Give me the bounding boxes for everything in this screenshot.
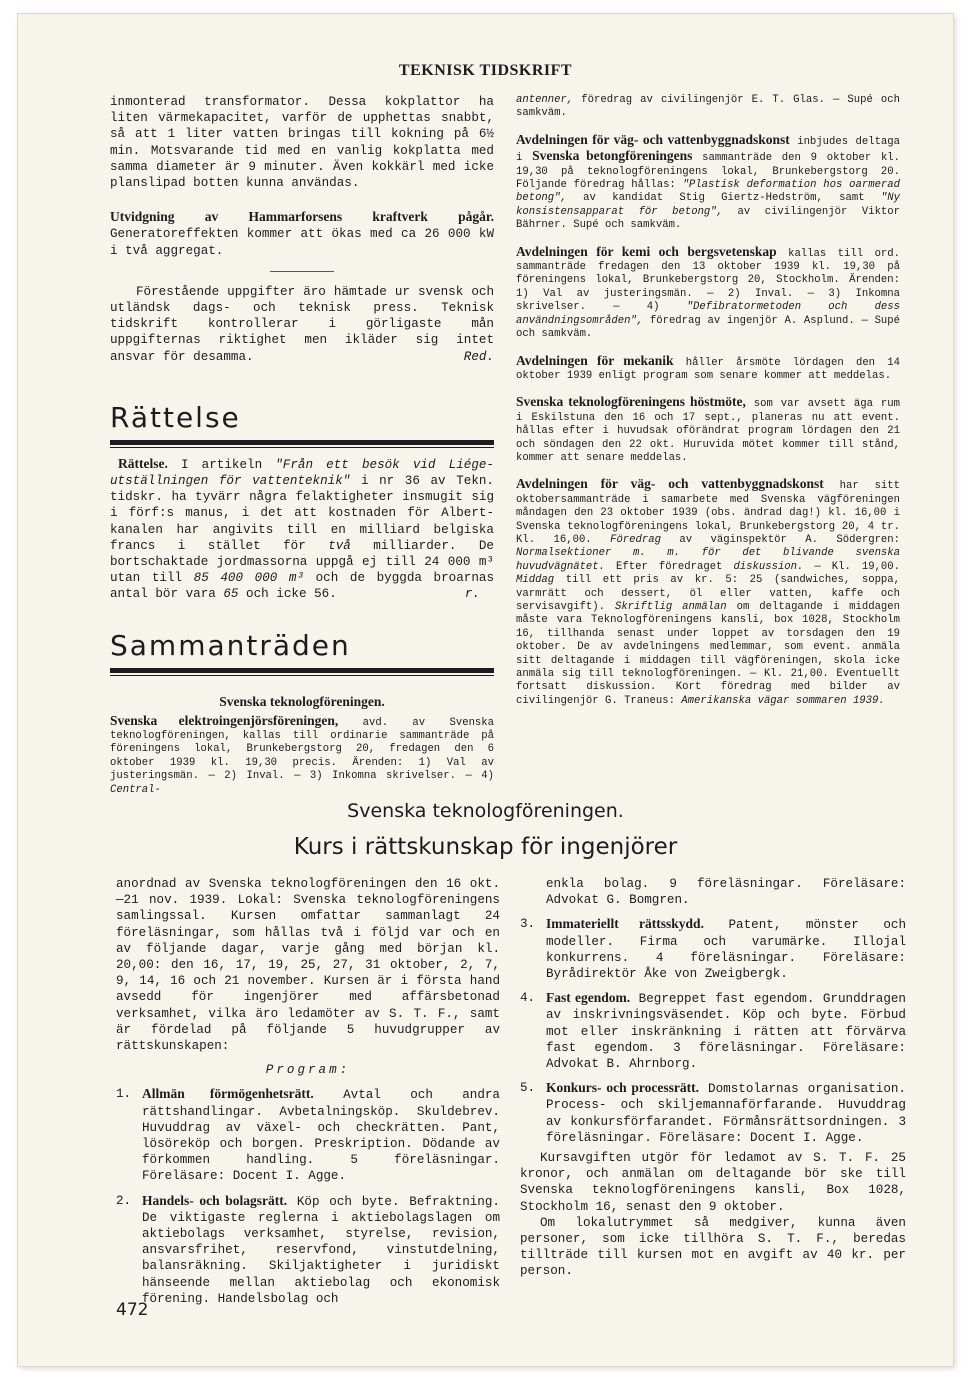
- elektro-lead: Svenska elektroingenjörsföreningen,: [110, 712, 339, 728]
- rattelse-title: Rättelse: [110, 400, 241, 434]
- kurs-fee: Kursavgiften utgör för ledamot av S. T. F. 25 kronor, och anmälan om deltagande bör ske till Svenska teknologföreningens kansli, Box 1028, Stockholm 16, senast den 9 oktober.: [520, 1151, 906, 1214]
- kurs-outsiders: Om lokalutrymmet så medgiver, kunna även personer, som icke tillhöra S. T. F., beredas tillträde till kursen mot en avgift av 40 kr. per person.: [520, 1215, 906, 1279]
- rattelse-text-b: i nr 36 av Tekn. tidskr. ha tyvärr några felaktigheter insmugit sig i förf:s manus, i det att kostnaden för Albert-kanalen har angivits till en milliard belgiska francs i stället för: [110, 474, 494, 553]
- kemi-lead: Avdelningen för kemi och bergsvetenskap: [516, 243, 777, 259]
- program-item-number: 4.: [520, 991, 536, 1006]
- program-item-lead: Immateriellt rättsskydd.: [546, 916, 704, 932]
- rattelse-text-d: och de byggda broarnas antal bör vara: [110, 571, 495, 602]
- rattelse-rule: [110, 440, 494, 445]
- kurs-left-column: [116, 876, 500, 1307]
- mekanik-lead: Avdelningen för mekanik: [516, 352, 674, 368]
- rattelse-article-title: "Från ett besök vid Liége-utställningen för vattenteknik": [110, 457, 494, 489]
- program-item-2-cont: [520, 876, 906, 908]
- hostmote-paragraph: [516, 395, 900, 465]
- program-item-1: [116, 1086, 500, 1184]
- kurs-heading-org: Svenska teknologföreningen.: [347, 800, 624, 822]
- program-item-2: [116, 1193, 500, 1307]
- vag-oktober-italic-6: Amerikanska vägar sommaren 1939.: [681, 694, 885, 707]
- program-item-number: [520, 876, 546, 908]
- program-item-body: Domstolarnas organisation. Process- och skiljemannaförfarande. Huvuddrag av konkursförfarandet. Förmånsrättsordningen. 3 föreläsningar. Föreläsare: Docent I. Agge.: [546, 1082, 906, 1145]
- vag-oktober-lead: Avdelningen för väg- och vattenbyggnadskonst: [516, 476, 824, 492]
- hammarforsen-lead: Utvidgning av Hammarforsens kraftverk pågår.: [110, 209, 494, 225]
- vag-oktober-italic-4: Middag: [516, 574, 555, 587]
- program-item-lead: Allmän förmögenhetsrätt.: [142, 1086, 314, 1102]
- kemi-text-a: kallas till ord. sammanträde fredagen den 13 oktober 1939 kl. 19,30 på föreningens lokal, Brunkebergstorg 20, Stockholm. Ärenden: 1) Val av justeringsmän. — 2) Inval. — 3) Inkomna skrivelser. — 4): [516, 247, 900, 314]
- antenner-text: föredrag av civilingenjör E. T. Glas. — Supé och samkväm.: [516, 94, 900, 120]
- hostmote-lead: Svenska teknologföreningens höstmöte,: [516, 394, 746, 410]
- right-column: [516, 94, 900, 708]
- program-item-number: 1.: [116, 1087, 132, 1102]
- vag-oktober-text-d: — Kl. 19,00.: [803, 560, 900, 573]
- program-item-number: 3.: [520, 917, 536, 932]
- antenner-paragraph: [516, 94, 900, 121]
- source-note-signature: Red.: [463, 349, 494, 364]
- program-item-number: 5.: [520, 1081, 536, 1096]
- journal-header: TEKNISK TIDSKRIFT: [398, 62, 573, 79]
- program-item-body: Begreppet fast egendom. Grunddragen av inskrivningsväsendet. Köp och byte. Förbud mot eller inskränkning i rätten att förvärva fast egendom. 3 föreläsningar. Föreläsare: Advokat B. Ahrnborg.: [546, 992, 906, 1072]
- betong-lead: Svenska betongföreningens: [532, 148, 693, 164]
- hammarforsen-paragraph: [110, 209, 494, 259]
- divider: [270, 271, 334, 272]
- vag-betong-italic-2: "Ny konsistensapparat för betong",: [516, 192, 900, 218]
- kemi-paragraph: [516, 245, 900, 342]
- program-item-text: [546, 1080, 906, 1146]
- kemi-text-b: föredrag av ingenjör A. Asplund. — Supé och samkväm.: [516, 314, 900, 341]
- vag-oktober-text-a: har sitt oktobersammanträde i samarbete med Svenska vägföreningen måndagen den 23 oktober 1939 (obs. ändrad dag!) kl. 16,00 i Svenska teknologföreningens lokal, Brunkebergstorg 20, 4 tr. Kl. 16,00.: [516, 480, 900, 546]
- kurs-intro: anordnad av Svenska teknologföreningen den 16 okt.—21 nov. 1939. Lokal: Svenska teknologföreningens samlingssal. Kursen omfattar sammanlagt 24 föreläsningar, som hållas två i följd var och en av följande dagar, varje gång med början kl. 20,00: den 16, 17, 19, 25, 27, 31 oktober, 2, 7, 9, 14, 16 och 21 november. Kursen är i första hand avsedd för ingenjörer med affärsbetonad verksamhet, vilka äro ledamöter av S. T. F., samt är fördelad på följande 5 huvudgrupper av rättskunskapen:: [116, 877, 500, 1054]
- program-label: Program:: [265, 1063, 351, 1078]
- sammantraden-title: Sammanträden: [110, 628, 351, 662]
- vag-oktober-text-b: av väginspektör A. Södergren:: [660, 533, 900, 546]
- rattelse-lead: Rättelse.: [118, 455, 168, 471]
- vag-betong-lead: Avdelningen för väg- och vattenbyggnadskonst: [516, 131, 790, 147]
- vag-oktober-paragraph: [516, 477, 900, 708]
- vag-betong-text-c: av kandidat Stig Giertz-Hedström, samt: [566, 192, 881, 205]
- rattelse-section: [110, 401, 494, 603]
- program-item-4: [520, 990, 906, 1072]
- elektro-text: avd. av Svenska teknologföreningen, kallas till ordinarie sammanträde på föreningens lokal, Brunkebergstorg 20, fredagen den 6 oktober 1939 kl. 19,30 precis. Ärenden: 1) Val av justeringsmän. — 2) Inval. — 3) Inkomna skrivelser. — 4): [110, 716, 494, 783]
- source-note: [110, 284, 494, 365]
- rattelse-text-c: milliarder. De bortschaktade jordmassorna uppgå ej till 24 000 m³ utan till: [110, 538, 494, 586]
- rattelse-italic-count: 65: [223, 587, 239, 602]
- program-item-body: Avtal och andra rättshandlingar. Avbetalningsköp. Skuldebrev. Huvuddrag av växel- och checkrätten. Pant, lösöreköp och borgen. Preskription. Dödande av förkommen handling. 5 föreläsningar. Föreläsare: Docent I. Agge.: [142, 1088, 500, 1184]
- program-item-text: [142, 1193, 500, 1307]
- vag-betong-text-a: inbjudes deltaga i: [516, 135, 900, 165]
- vag-oktober-text-f: om deltagande i middagen måste vara Teknologföreningens kansli, box 1028, Stockholm 16, tillhanda senast under loppet av torsdagen den 19 oktober. De av avdelningens medlemmar, som event. anmäla sitt deltagande i middagen till vägföreningen, skola icke anmäla sig till teknologföreningen. — Kl. 21,00. Eventuellt fortsatt diskussion. Kort föredrag med bilder av civilingenjör G. Traneus:: [516, 601, 901, 707]
- vag-oktober-italic-2: Normalsektioner m. m. för det blivande svenska huvudvägnätet.: [516, 547, 900, 573]
- left-column: [110, 94, 494, 797]
- elektro-italic: Central-: [110, 783, 161, 796]
- kurs-right-column: [520, 876, 906, 1280]
- rattelse-text-a: I artikeln: [180, 457, 276, 472]
- antenner-italic: antenner,: [516, 94, 574, 106]
- mekanik-paragraph: [516, 354, 900, 384]
- kurs-heading-title: Kurs i rättskunskap för ingenjörer: [293, 834, 678, 860]
- sammantraden-subheading: Svenska teknologföreningen.: [219, 693, 385, 709]
- program-item-3: [520, 916, 906, 982]
- sammantraden-rule-thin: [110, 675, 494, 676]
- elektro-paragraph: [110, 714, 494, 797]
- program-item-body: Patent, mönster och modeller. Firma och varumärke. Illojal konkurrens. 4 föreläsningar. Föreläsare: Byrådirektör Åke von Zweigbergk.: [546, 918, 906, 982]
- program-item-5: [520, 1080, 906, 1146]
- program-item-body: Köp och byte. Befraktning. De viktigaste reglerna i aktiebolagslagen om aktiebolags verksamhet, styrelse, revision, ansvarsfrihet, reservfond, vinstutdelning, balansräkning. Skiljaktigheter i juridiskt hänseende mellan aktiebolag och ekonomisk förening. Handelsbolag och: [142, 1194, 500, 1306]
- vag-betong-italic-1: "Plastisk deformation hos oarmerad betong",: [516, 179, 900, 205]
- program-item-lead: Handels- och bolagsrätt.: [142, 1192, 288, 1208]
- vag-betong-text-b: sammanträde den 9 oktober kl. 19,30 på teknologföreningens lokal, Brunkebergstorg 20. Följande föredrag hållas:: [516, 152, 901, 192]
- program-item-text: [546, 916, 906, 982]
- program-item-body: enkla bolag. 9 föreläsningar. Föreläsare: Advokat G. Bomgren.: [546, 877, 906, 908]
- sammantraden-rule: [110, 668, 494, 673]
- rattelse-text-e: och icke 56.: [238, 587, 337, 602]
- source-note-text: Förestående uppgifter äro hämtade ur svensk och utländsk dags- och teknisk press. Teknisk tidskrift kontrollerar i görligaste mån uppgifternas riktighet men ikläder sig intet ansvar för desamma.: [110, 284, 494, 364]
- page-sheet: [18, 14, 953, 1366]
- vag-oktober-text-c: Efter föredraget: [605, 560, 734, 573]
- vag-oktober-italic-1: Föredrag: [610, 533, 661, 546]
- program-item-lead: Fast egendom.: [546, 990, 631, 1006]
- hostmote-text: som var avsett äga rum i Eskilstuna den 16 och 17 sept., planeras nu att event. hållas efter i huvudsak oförändrat program lördagen den 21 och söndagen den 22 okt. Huruvida mötet kommer till stånd, kommer att senare meddelas.: [516, 398, 900, 464]
- vag-betong-paragraph: [516, 133, 900, 233]
- kemi-italic: "Defibratormetoden och dess användningsområden",: [516, 301, 900, 327]
- rattelse-italic-tva: två: [328, 538, 351, 553]
- page-number: 472: [116, 1300, 149, 1320]
- vag-oktober-italic-5: Skriftlig anmälan: [614, 601, 727, 613]
- rattelse-signature: r.: [464, 587, 480, 602]
- vag-betong-text-d: av civilingenjör Viktor Bährner. Supé och samkväm.: [516, 205, 900, 232]
- transformator-paragraph: inmonterad transformator. Dessa kokplattor ha liten värmekapacitet, varför de upphettas snabbt, så att 1 liter vatten bringas till kokning på 6½ min. Motsvarande tid med en vanlig kokplatta med samma diameter är 9 minuter. Även kokkärl med icke planslipad botten kunna användas.: [110, 95, 494, 191]
- mekanik-text: håller årsmöte lördagen den 14 oktober 1939 enligt program som senare kommer att meddelas.: [516, 356, 900, 382]
- rattelse-rule-thin: [110, 447, 494, 448]
- program-item-text: [142, 1086, 500, 1184]
- vag-oktober-italic-3: diskussion.: [733, 560, 804, 573]
- program-item-number: 2.: [116, 1193, 132, 1208]
- hammarforsen-text: Generatoreffekten kommer att ökas med ca 26 000 kW i två aggregat.: [110, 227, 494, 258]
- rattelse-italic-volume: 85 400 000 m³: [193, 571, 305, 586]
- program-item-text: [546, 990, 906, 1072]
- vag-oktober-text-e: till ett pris av kr. 5: 25 (sandwiches, soppa, varmrätt och dessert, öl eller vatten, kaffe och servisavgift).: [516, 574, 900, 613]
- program-item-lead: Konkurs- och processrätt.: [546, 1080, 700, 1096]
- rattelse-paragraph: [110, 456, 494, 603]
- sammantraden-section: [110, 629, 494, 797]
